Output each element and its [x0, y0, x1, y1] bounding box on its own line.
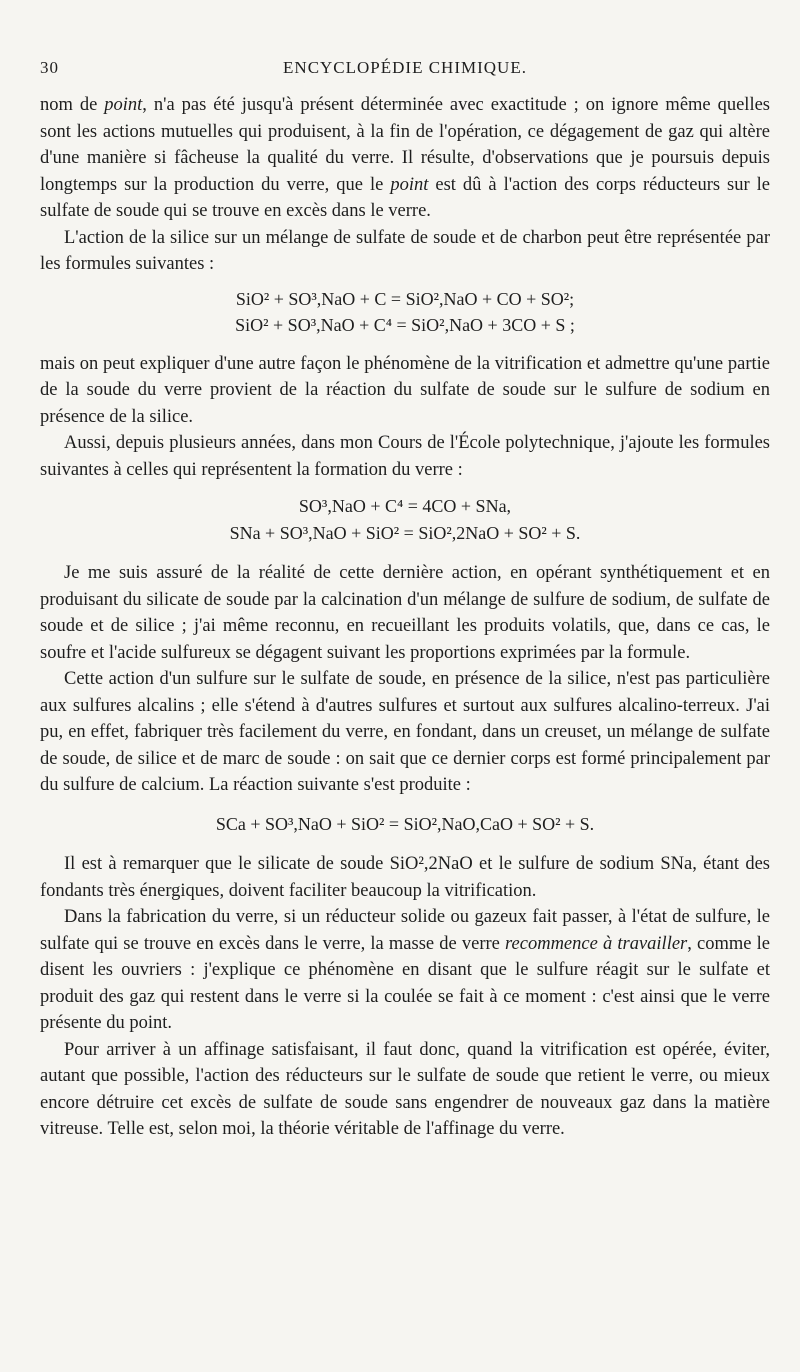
paragraph-4: Aussi, depuis plusieurs années, dans mon Cours de l'École polytechnique, j'ajoute les formules suivantes à celles qui représentent la formation du verre :: [40, 433, 770, 480]
paragraph-1: [40, 92, 770, 225]
paragraph-6: Cette action d'un sulfure sur le sulfate de soude, en présence de la silice, n'est pas particulière aux sulfures alcalins ; elle s'étend à d'autres sulfures et surtout aux sulfures alcalino-terreux. J'ai pu, en effet, fabriquer très facilement du verre, en fondant, dans un creuset, un mélange de sulfate de soude, de silice et de marc de soude : on sait que ce dernier corps est formé principalement par du sulfure de calcium. La réaction suivante s'est produite :: [40, 669, 770, 795]
paragraph-9: Pour arriver à un affinage satisfaisant, il faut donc, quand la vitrification est opérée, éviter, autant que possible, l'action des réducteurs sur le sulfate de soude que retient le verre, ou mieux encore détruire cet excès de sulfate de soude sans engendrer de nouveaux gaz dans la matière vitreuse. Telle est, selon moi, la théorie véritable de l'affinage du verre.: [40, 1039, 770, 1139]
paragraph-1-text-c: est dû à l'action des corps réducteurs sur le sulfate de soude qui se trouve en excès dans le verre.: [40, 174, 770, 221]
formula-4: SNa + SO³,NaO + SiO² = SiO²,2NaO + SO² + S.: [229, 522, 581, 543]
term-point: point: [104, 95, 143, 115]
paragraph-5: Je me suis assuré de la réalité de cette dernière action, en opérant synthétiquement et en produisant du silicate de soude par la calcination d'un mélange de sulfure de sodium, de sulfate de soude et de silice ; j'ai même reconnu, en recueillant les produits volatils, que, dans ce cas, le soufre et l'acide sulfureux se dégagent suivant les proportions exprimées par la formule.: [40, 563, 770, 663]
paragraph-8-text-a: Dans la fabrication du verre, si un réducteur solide ou gazeux fait passer, à l'état de sulfure, le sulfate qui se trouve en excès dans le verre, la masse de verre: [40, 907, 770, 954]
running-title: ENCYCLOPÉDIE CHIMIQUE.: [283, 58, 527, 77]
formula-1: SiO² + SO³,NaO + C = SiO²,NaO + CO + SO²;: [235, 288, 575, 309]
page-header: [40, 58, 770, 80]
paragraph-1-text-a: nom de: [40, 95, 105, 115]
paragraph-2: L'action de la silice sur un mélange de sulfate de soude et de charbon peut être représentée par les formules suivantes :: [40, 227, 770, 274]
page-body: [40, 92, 770, 1143]
formula-3: SO³,NaO + C⁴ = 4CO + SNa,: [298, 496, 512, 516]
formula-5: SCa + SO³,NaO + SiO² = SiO²,NaO,CaO + SO² + S.: [215, 813, 595, 834]
page-number: 30: [40, 58, 59, 77]
paragraph-1-text-b: , n'a pas été jusqu'à présent déterminée avec exactitude ; on ignore même quelles sont les actions mutuelles qui produisent, à la fin de l'opération, ce dégagement de gaz qui altère d'une manière si fâcheuse la qualité du verre. Il résulte, d'observations que je poursuis depuis longtemps sur la production du verre, que le: [40, 95, 770, 195]
formula-2: SiO² + SO³,NaO + C⁴ = SiO²,NaO + 3CO + S ;: [235, 315, 575, 335]
paragraph-8: [40, 904, 770, 1037]
paragraph-8-text-b: , comme le disent les ouvriers : j'explique ce phénomène en disant que le sulfure réagit sur le sulfate et produit des gaz qui restent dans le verre si la coulée se fait à ce moment : c'est ainsi que le verre présente du point.: [40, 933, 770, 1033]
paragraph-7: Il est à remarquer que le silicate de soude SiO²,2NaO et le sulfure de sodium SNa, étant des fondants très énergiques, doivent faciliter beaucoup la vitrification.: [40, 854, 770, 901]
paragraph-3: mais on peut expliquer d'une autre façon le phénomène de la vitrification et admettre qu'une partie de la soude du verre provient de la réaction du sulfate de soude sur le sulfure de sodium en présence de la silice.: [40, 353, 770, 427]
term-recommence: recommence à travailler: [505, 933, 688, 954]
term-point-2: point: [390, 174, 429, 195]
